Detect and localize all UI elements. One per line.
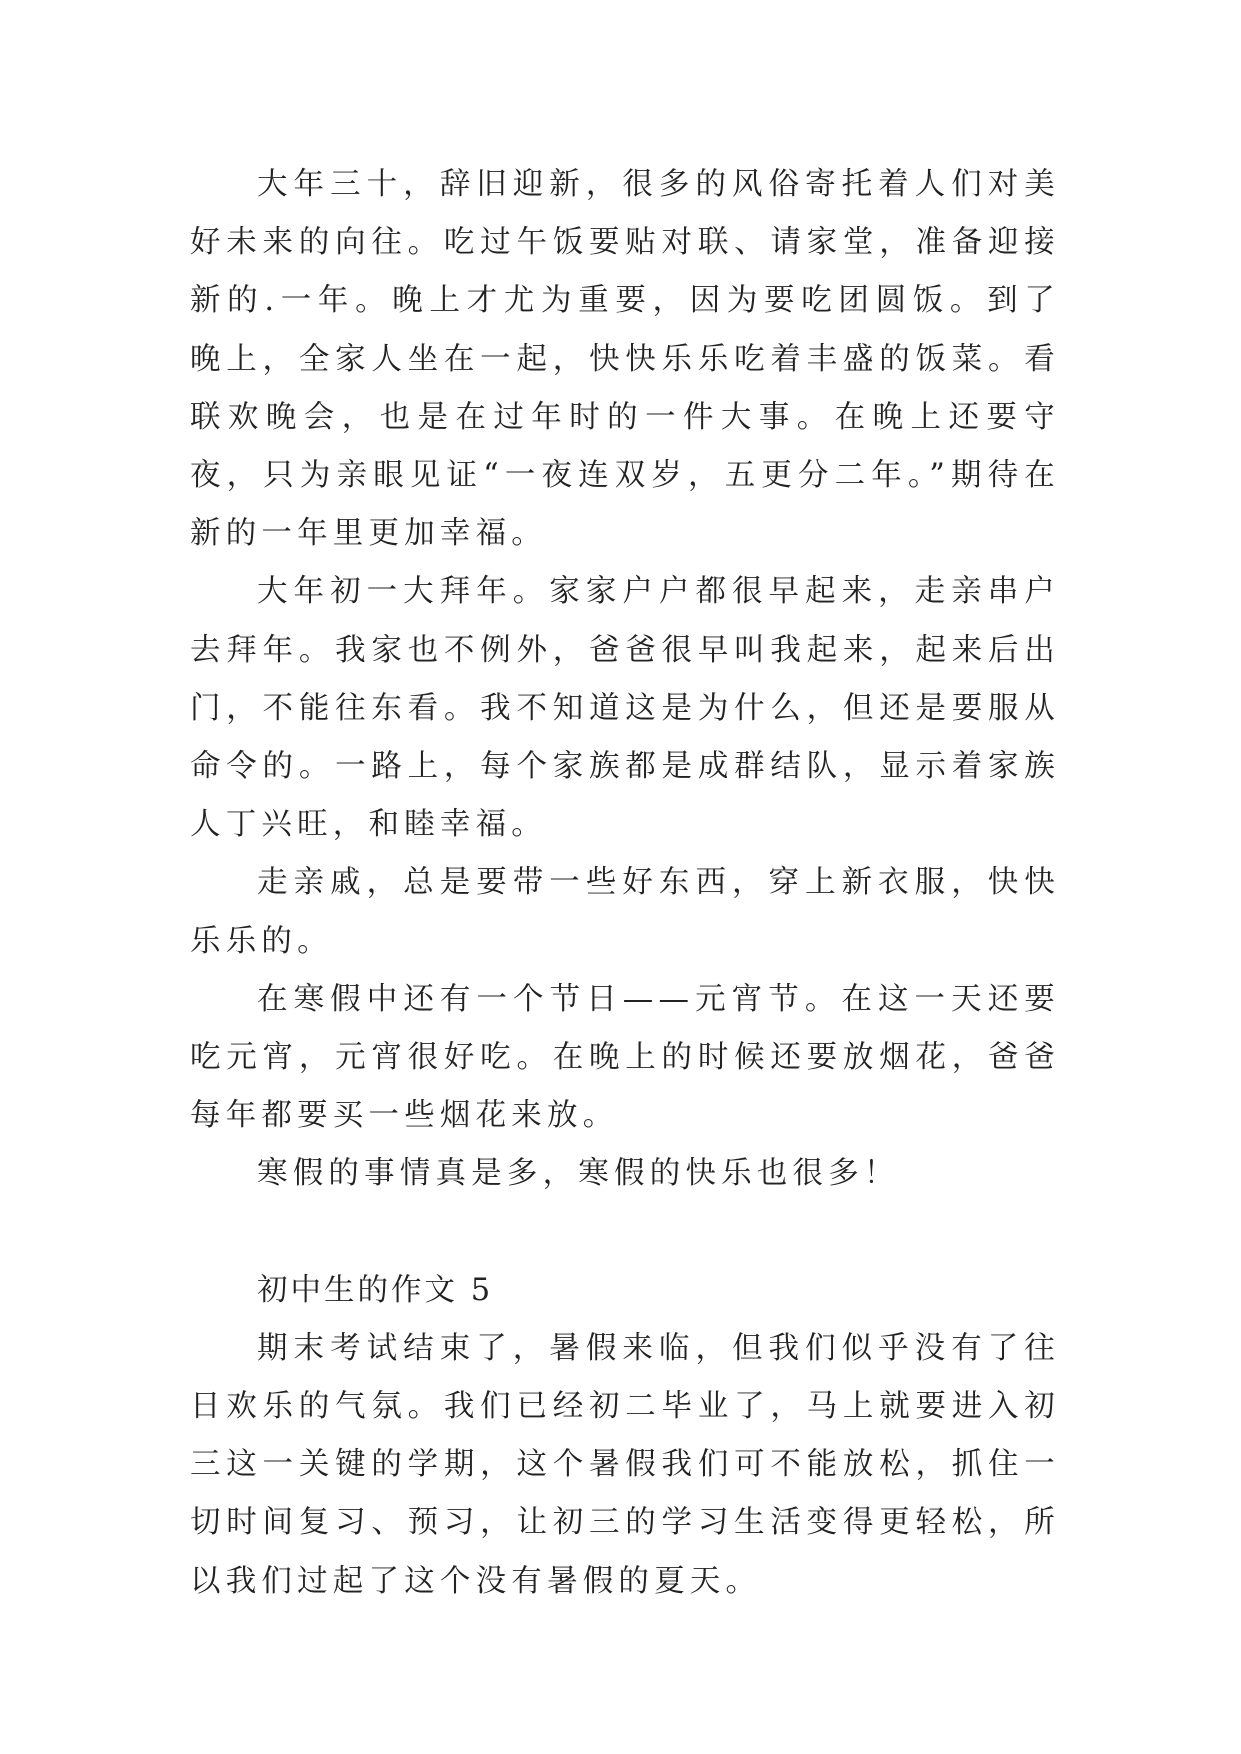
paragraph-lantern-festival: 在寒假中还有一个节日——元宵节。在这一天还要吃元宵，元宵很好吃。在晚上的时候还要放烟花，爸爸每年都要买一些烟花来放。: [190, 981, 1060, 1134]
section-spacer: [190, 1204, 1060, 1262]
paragraph-winter-break-summary: 寒假的事情真是多，寒假的快乐也很多！: [257, 1156, 900, 1192]
document-page: [190, 156, 1060, 1611]
paragraph-summer-break: 期末考试结束了，暑假来临，但我们似乎没有了往日欢乐的气氛。我们已经初二毕业了，马上就要进入初三这一关键的学期，这个暑假我们可不能放松，抓住一切时间复习、预习，让初三的学习生活变得更轻松，所以我们过起了这个没有暑假的夏天。: [190, 1330, 1060, 1599]
paragraph-new-years-day: 大年初一大拜年。家家户户都很早起来，走亲串户去拜年。我家也不例外，爸爸很早叫我起来，起来后出门，不能往东看。我不知道这是为什么，但还是要服从命令的。一路上，每个家族都是成群结队，显示着家族人丁兴旺，和睦幸福。: [190, 574, 1060, 843]
paragraph-new-years-eve: 大年三十，辞旧迎新，很多的风俗寄托着人们对美好未来的向往。吃过午饭要贴对联、请家堂，准备迎接新的.一年。晚上才尤为重要，因为要吃团圆饭。到了晚上，全家人坐在一起，快快乐乐吃着丰盛的饭菜。看联欢晚会，也是在过年时的一件大事。在晚上还要守夜，只为亲眼见证“一夜连双岁，五更分二年。”期待在新的一年里更加幸福。: [190, 167, 1060, 552]
paragraph-visiting-relatives: 走亲戚，总是要带一些好东西，穿上新衣服，快快乐乐的。: [190, 865, 1060, 959]
section-heading: 初中生的作文 5: [257, 1272, 494, 1308]
